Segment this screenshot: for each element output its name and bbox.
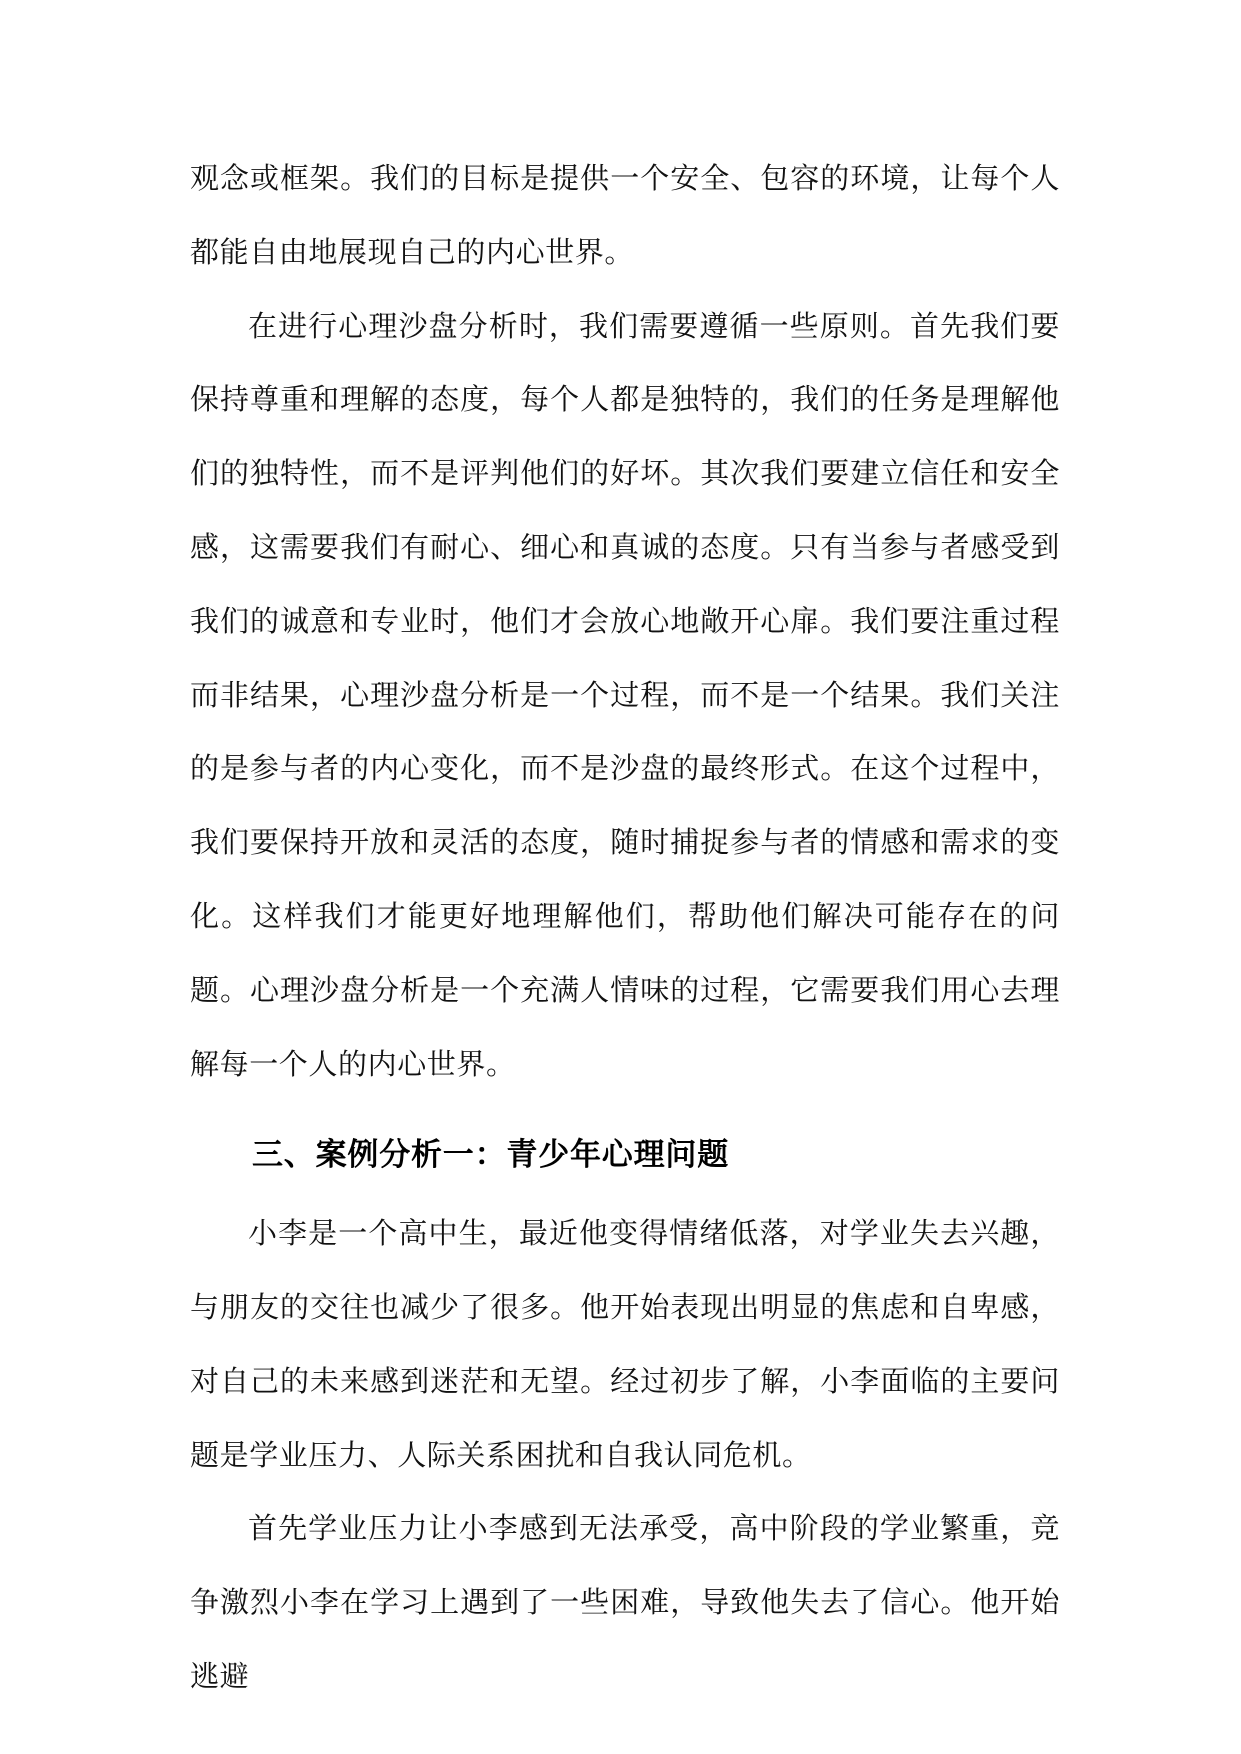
section-heading: 三、案例分析一：青少年心理问题	[252, 1137, 729, 1174]
paragraph-2: 在进行心理沙盘分析时，我们需要遵循一些原则。首先我们要保持尊重和理解的态度，每个人都是独特的，我们的任务是理解他们的独特性，而不是评判他们的好坏。其次我们要建立信任和安全感，这需要我们有耐心、细心和真诚的态度。只有当参与者感受到我们的诚意和专业时，他们才会放心地敞开心扉。我们要注重过程而非结果，心理沙盘分析是一个过程，而不是一个结果。我们关注的是参与者的内心变化，而不是沙盘的最终形式。在这个过程中，我们要保持开放和灵活的态度，随时捕捉参与者的情感和需求的变化。这样我们才能更好地理解他们，帮助他们解决可能存在的问题。心理沙盘分析是一个充满人情味的过程，它需要我们用心去理解每一个人的内心世界。	[190, 308, 1060, 1081]
document-body	[190, 142, 1060, 1714]
paragraph-4: 首先学业压力让小李感到无法承受，高中阶段的学业繁重，竞争激烈小李在学习上遇到了一些困难，导致他失去了信心。他开始逃避	[190, 1511, 1060, 1693]
paragraph-1: 观念或框架。我们的目标是提供一个安全、包容的环境，让每个人都能自由地展现自己的内心世界。	[190, 161, 1060, 269]
paragraph-3: 小李是一个高中生，最近他变得情绪低落，对学业失去兴趣，与朋友的交往也减少了很多。他开始表现出明显的焦虑和自卑感，对自己的未来感到迷茫和无望。经过初步了解，小李面临的主要问题是学业压力、人际关系困扰和自我认同危机。	[190, 1216, 1060, 1472]
